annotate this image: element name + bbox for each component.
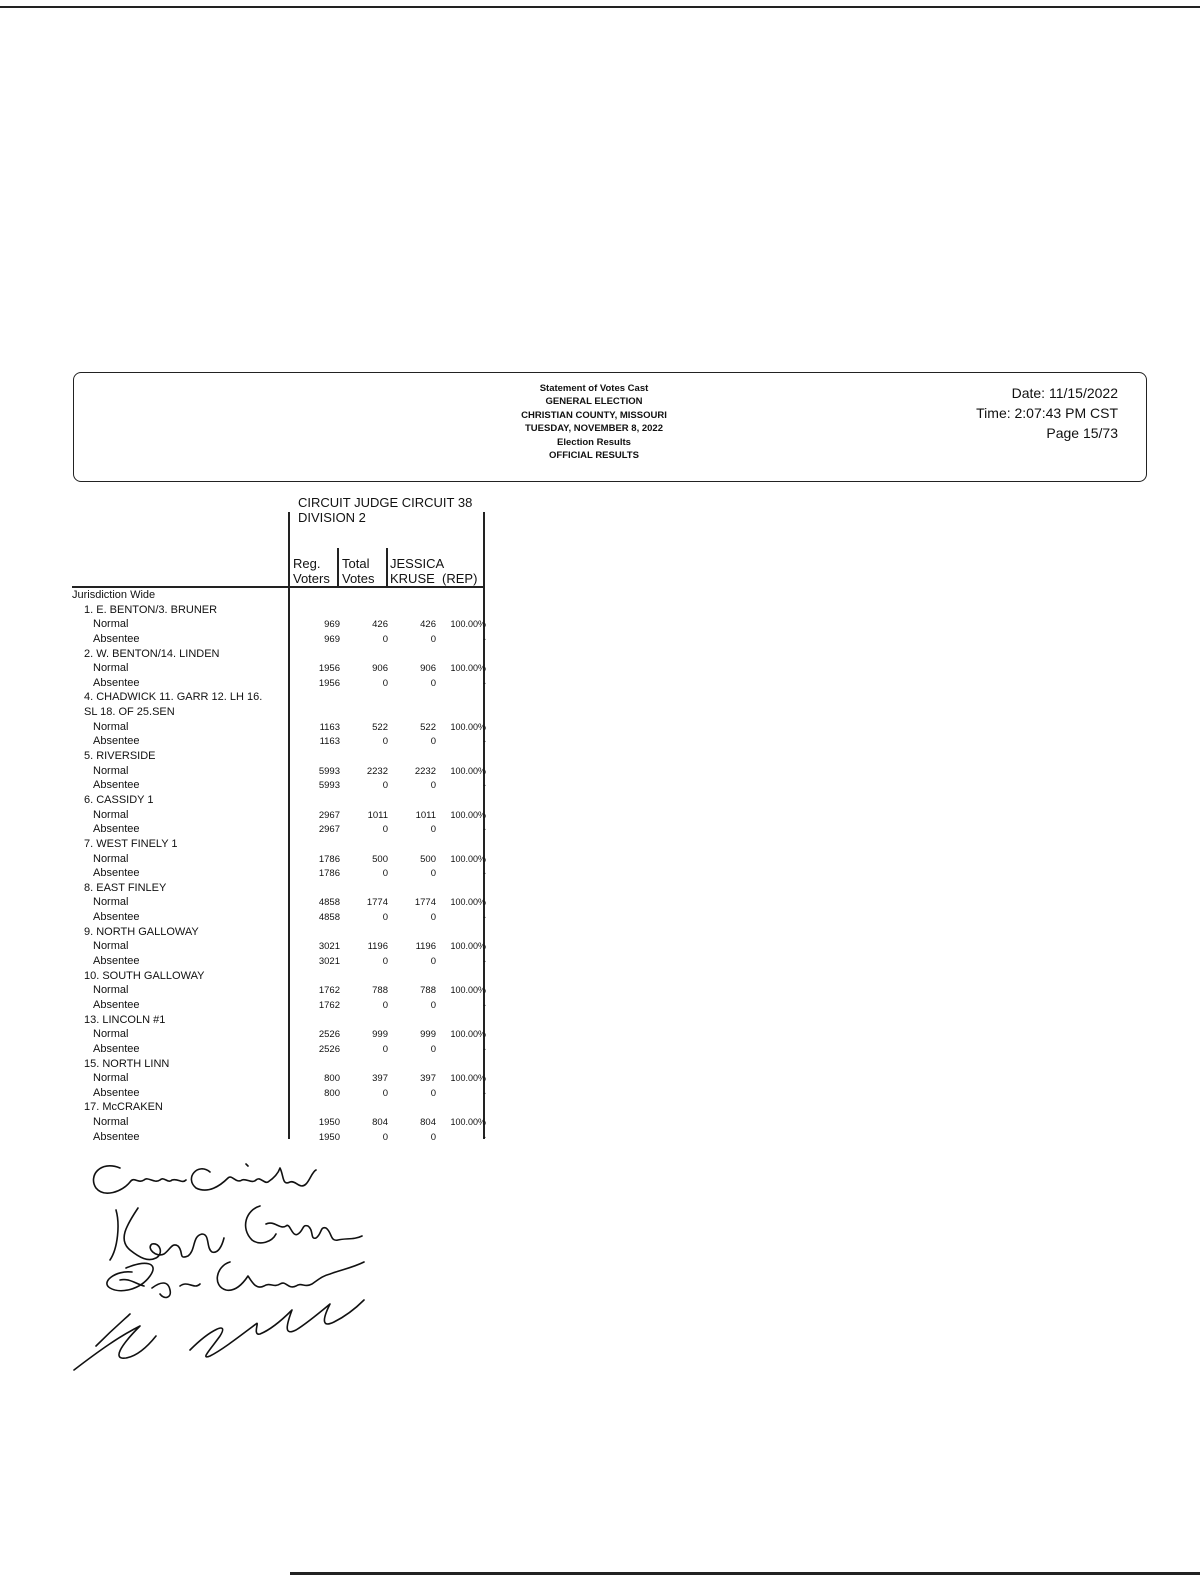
signature-4 bbox=[74, 1300, 364, 1370]
signature-2 bbox=[110, 1206, 362, 1260]
candidate-percent-cell: 100.00% bbox=[450, 985, 486, 996]
reg-voters-cell: 1786 bbox=[318, 853, 340, 865]
candidate-votes-cell: 0 bbox=[430, 1131, 436, 1143]
precinct-heading bbox=[72, 882, 492, 897]
row-label: Normal bbox=[93, 940, 129, 953]
row-label: Normal bbox=[93, 662, 129, 675]
table-row bbox=[72, 1116, 492, 1131]
reg-voters-cell: 800 bbox=[324, 1087, 340, 1099]
signatures bbox=[60, 1150, 390, 1390]
total-votes-cell: 426 bbox=[372, 619, 388, 631]
candidate-votes-cell: 2232 bbox=[414, 765, 436, 777]
candidate-percent-cell: 100.00% bbox=[450, 1073, 486, 1084]
report-time: Time: 2:07:43 PM CST bbox=[976, 405, 1118, 421]
candidate-percent-cell: 100.00% bbox=[450, 941, 486, 952]
candidate-percent-cell: - bbox=[483, 1087, 486, 1098]
reg-voters-cell: 5993 bbox=[318, 765, 340, 777]
candidate-percent-cell: - bbox=[483, 633, 486, 644]
table-row bbox=[72, 1131, 492, 1146]
candidate-votes-cell: 788 bbox=[420, 985, 436, 997]
candidate-votes-cell: 0 bbox=[430, 999, 436, 1011]
total-votes-cell: 500 bbox=[372, 853, 388, 865]
jurisdiction-heading bbox=[72, 589, 492, 604]
reg-voters-cell: 1950 bbox=[318, 1131, 340, 1143]
table-row bbox=[72, 735, 492, 750]
reg-voters-cell: 1950 bbox=[318, 1117, 340, 1129]
candidate-percent-cell: 100.00% bbox=[450, 619, 486, 630]
reg-voters-cell: 4858 bbox=[318, 897, 340, 909]
total-votes-cell: 0 bbox=[382, 736, 388, 748]
reg-voters-cell: 2526 bbox=[318, 1029, 340, 1041]
total-votes-cell: 0 bbox=[382, 868, 388, 880]
table-row bbox=[72, 765, 492, 780]
total-votes-cell: 0 bbox=[382, 912, 388, 924]
table-row bbox=[72, 867, 492, 882]
row-label: Normal bbox=[93, 808, 129, 821]
total-votes-cell: 804 bbox=[372, 1117, 388, 1129]
total-votes-cell: 0 bbox=[382, 780, 388, 792]
table-row bbox=[72, 1072, 492, 1087]
precinct-heading bbox=[72, 926, 492, 941]
candidate-votes-cell: 1011 bbox=[415, 809, 436, 821]
precinct-heading bbox=[72, 691, 492, 706]
table-row bbox=[72, 618, 492, 633]
precinct-heading bbox=[72, 794, 492, 809]
row-label: Normal bbox=[93, 1028, 129, 1041]
row-label: Absentee bbox=[93, 823, 140, 836]
reg-voters-cell: 3021 bbox=[318, 956, 340, 968]
table-row bbox=[72, 809, 492, 824]
row-label: Absentee bbox=[93, 867, 140, 880]
table-row bbox=[72, 823, 492, 838]
row-label: Absentee bbox=[93, 1042, 140, 1055]
reg-voters-cell: 1786 bbox=[318, 868, 340, 880]
total-votes-cell: 0 bbox=[382, 999, 388, 1011]
table-row bbox=[72, 896, 492, 911]
column-divider-total bbox=[386, 548, 388, 586]
candidate-percent-cell: - bbox=[483, 780, 486, 791]
row-label: Absentee bbox=[93, 735, 140, 748]
report-header-title-block bbox=[504, 382, 684, 462]
table-row bbox=[72, 1028, 492, 1043]
precinct-heading bbox=[72, 838, 492, 853]
candidate-votes-cell: 522 bbox=[420, 721, 436, 733]
reg-voters-cell: 2526 bbox=[318, 1043, 340, 1055]
table-row bbox=[72, 1043, 492, 1058]
row-label: Absentee bbox=[93, 779, 140, 792]
row-label: Normal bbox=[93, 720, 129, 733]
candidate-percent-cell: 100.00% bbox=[450, 853, 486, 864]
total-votes-cell: 0 bbox=[382, 1131, 388, 1143]
total-votes-cell: 522 bbox=[372, 721, 388, 733]
reg-voters-cell: 1956 bbox=[318, 677, 340, 689]
precinct-heading bbox=[72, 1014, 492, 1029]
reg-voters-cell: 4858 bbox=[318, 912, 340, 924]
precinct-heading bbox=[72, 1101, 492, 1116]
total-votes-cell: 0 bbox=[382, 633, 388, 645]
candidate-percent-cell: 100.00% bbox=[450, 765, 486, 776]
header-line: GENERAL ELECTION bbox=[545, 396, 643, 408]
contest-title bbox=[298, 495, 472, 525]
total-votes-cell: 2232 bbox=[366, 765, 388, 777]
candidate-votes-cell: 0 bbox=[430, 780, 436, 792]
row-label: Absentee bbox=[93, 676, 140, 689]
candidate-percent-cell: - bbox=[483, 736, 486, 747]
candidate-votes-cell: 397 bbox=[420, 1073, 436, 1085]
total-votes-cell: 1011 bbox=[367, 809, 388, 821]
candidate-votes-cell: 1774 bbox=[414, 897, 436, 909]
candidate-percent-cell: - bbox=[483, 1043, 486, 1054]
candidate-votes-cell: 0 bbox=[430, 824, 436, 836]
total-votes-cell: 0 bbox=[382, 824, 388, 836]
reg-voters-cell: 969 bbox=[324, 619, 340, 631]
row-label: Normal bbox=[93, 852, 129, 865]
row-label: 8. EAST FINLEY bbox=[84, 881, 167, 894]
candidate-votes-cell: 426 bbox=[420, 619, 436, 631]
candidate-votes-cell: 0 bbox=[430, 868, 436, 880]
candidate-percent-cell: - bbox=[483, 999, 486, 1010]
row-label: 15. NORTH LINN bbox=[84, 1057, 170, 1070]
reg-voters-cell: 1956 bbox=[318, 663, 340, 675]
precinct-heading bbox=[72, 970, 492, 985]
row-label: 9. NORTH GALLOWAY bbox=[84, 925, 199, 938]
table-row bbox=[72, 633, 492, 648]
row-label: 6. CASSIDY 1 bbox=[84, 793, 154, 806]
report-header-meta bbox=[976, 383, 1118, 443]
row-label: Jurisdiction Wide bbox=[72, 589, 156, 601]
column-header-reg-voters: Reg. Voters bbox=[293, 556, 330, 586]
precinct-heading bbox=[72, 706, 492, 721]
header-line: CHRISTIAN COUNTY, MISSOURI bbox=[521, 409, 667, 421]
precinct-heading bbox=[72, 648, 492, 663]
table-row bbox=[72, 1087, 492, 1102]
column-divider-reg bbox=[337, 548, 339, 586]
table-header-rule bbox=[72, 586, 484, 588]
candidate-percent-cell: - bbox=[483, 912, 486, 923]
row-label: 2. W. BENTON/14. LINDEN bbox=[84, 647, 220, 660]
total-votes-cell: 0 bbox=[382, 1043, 388, 1055]
table-row bbox=[72, 911, 492, 926]
reg-voters-cell: 2967 bbox=[318, 809, 340, 821]
row-label: Normal bbox=[93, 618, 129, 631]
row-label: 1. E. BENTON/3. BRUNER bbox=[84, 603, 218, 616]
table-row bbox=[72, 940, 492, 955]
report-header bbox=[73, 372, 1147, 482]
total-votes-cell: 906 bbox=[372, 663, 388, 675]
row-label: Absentee bbox=[93, 1086, 140, 1099]
row-label: Normal bbox=[93, 764, 129, 777]
results-table bbox=[72, 589, 492, 1145]
candidate-votes-cell: 500 bbox=[420, 853, 436, 865]
candidate-percent-cell: 100.00% bbox=[450, 809, 486, 820]
candidate-votes-cell: 0 bbox=[430, 1043, 436, 1055]
candidate-percent-cell: 100.00% bbox=[450, 1117, 486, 1128]
candidate-percent-cell: - bbox=[483, 1131, 486, 1142]
candidate-votes-cell: 0 bbox=[430, 677, 436, 689]
candidate-votes-cell: 906 bbox=[420, 663, 436, 675]
table-row bbox=[72, 999, 492, 1014]
row-label: Absentee bbox=[93, 911, 140, 924]
precinct-heading bbox=[72, 1058, 492, 1073]
candidate-percent-cell: - bbox=[483, 677, 486, 688]
row-label: Absentee bbox=[93, 632, 140, 645]
row-label: 5. RIVERSIDE bbox=[84, 750, 156, 763]
row-label: 17. McCRAKEN bbox=[84, 1101, 163, 1114]
candidate-votes-cell: 999 bbox=[420, 1029, 436, 1041]
table-row bbox=[72, 984, 492, 999]
candidate-votes-cell: 0 bbox=[430, 736, 436, 748]
candidate-percent-cell: - bbox=[483, 956, 486, 967]
reg-voters-cell: 1762 bbox=[318, 999, 340, 1011]
header-line: Election Results bbox=[557, 436, 631, 448]
report-date: Date: 11/15/2022 bbox=[1011, 385, 1118, 401]
candidate-percent-cell: 100.00% bbox=[450, 721, 486, 732]
total-votes-cell: 0 bbox=[382, 956, 388, 968]
candidate-votes-cell: 0 bbox=[430, 956, 436, 968]
total-votes-cell: 788 bbox=[372, 985, 388, 997]
table-row bbox=[72, 853, 492, 868]
contest-title-line-2: DIVISION 2 bbox=[298, 510, 366, 525]
candidate-votes-cell: 0 bbox=[430, 633, 436, 645]
table-row bbox=[72, 662, 492, 677]
signature-1 bbox=[93, 1164, 316, 1193]
candidate-percent-cell: - bbox=[483, 824, 486, 835]
reg-voters-cell: 5993 bbox=[318, 780, 340, 792]
row-label: SL 18. OF 25.SEN bbox=[84, 706, 175, 719]
total-votes-cell: 999 bbox=[372, 1029, 388, 1041]
reg-voters-cell: 1163 bbox=[319, 721, 340, 733]
row-label: Normal bbox=[93, 984, 129, 997]
reg-voters-cell: 1762 bbox=[318, 985, 340, 997]
precinct-heading bbox=[72, 604, 492, 619]
table-row bbox=[72, 779, 492, 794]
column-header-candidate: JESSICA KRUSE (REP) bbox=[390, 556, 478, 586]
row-label: 10. SOUTH GALLOWAY bbox=[84, 969, 205, 982]
row-label: Normal bbox=[93, 896, 129, 909]
candidate-votes-cell: 0 bbox=[430, 1087, 436, 1099]
candidate-percent-cell: 100.00% bbox=[450, 1029, 486, 1040]
row-label: Normal bbox=[93, 1072, 129, 1085]
header-line: Statement of Votes Cast bbox=[539, 383, 649, 394]
row-label: Absentee bbox=[93, 1130, 140, 1143]
candidate-percent-cell: - bbox=[483, 868, 486, 879]
column-header-total-votes: Total Votes bbox=[342, 556, 375, 586]
report-page-number: Page 15/73 bbox=[1046, 425, 1118, 441]
header-line: TUESDAY, NOVEMBER 8, 2022 bbox=[525, 423, 663, 435]
row-label: Absentee bbox=[93, 955, 140, 968]
table-row bbox=[72, 677, 492, 692]
reg-voters-cell: 2967 bbox=[318, 824, 340, 836]
reg-voters-cell: 1163 bbox=[319, 736, 340, 748]
candidate-votes-cell: 1196 bbox=[415, 941, 436, 953]
header-line: OFFICIAL RESULTS bbox=[549, 450, 639, 462]
reg-voters-cell: 800 bbox=[324, 1073, 340, 1085]
reg-voters-cell: 969 bbox=[324, 633, 340, 645]
row-label: Normal bbox=[93, 1116, 129, 1129]
total-votes-cell: 1196 bbox=[367, 941, 388, 953]
row-label: 13. LINCOLN #1 bbox=[84, 1013, 166, 1026]
table-row bbox=[72, 955, 492, 970]
table-row bbox=[72, 721, 492, 736]
precinct-heading bbox=[72, 750, 492, 765]
candidate-votes-cell: 0 bbox=[430, 912, 436, 924]
total-votes-cell: 1774 bbox=[366, 897, 388, 909]
candidate-percent-cell: 100.00% bbox=[450, 663, 486, 674]
top-border-rule bbox=[0, 6, 1200, 8]
row-label: 4. CHADWICK 11. GARR 12. LH 16. bbox=[84, 691, 263, 704]
row-label: 7. WEST FINELY 1 bbox=[84, 837, 178, 850]
total-votes-cell: 0 bbox=[382, 1087, 388, 1099]
total-votes-cell: 397 bbox=[372, 1073, 388, 1085]
reg-voters-cell: 3021 bbox=[318, 941, 340, 953]
bottom-border-rule bbox=[290, 1572, 1200, 1575]
candidate-votes-cell: 804 bbox=[420, 1117, 436, 1129]
row-label: Absentee bbox=[93, 998, 140, 1011]
contest-title-line-1: CIRCUIT JUDGE CIRCUIT 38 bbox=[298, 495, 473, 510]
candidate-percent-cell: 100.00% bbox=[450, 897, 486, 908]
total-votes-cell: 0 bbox=[382, 677, 388, 689]
signature-3 bbox=[107, 1262, 364, 1297]
